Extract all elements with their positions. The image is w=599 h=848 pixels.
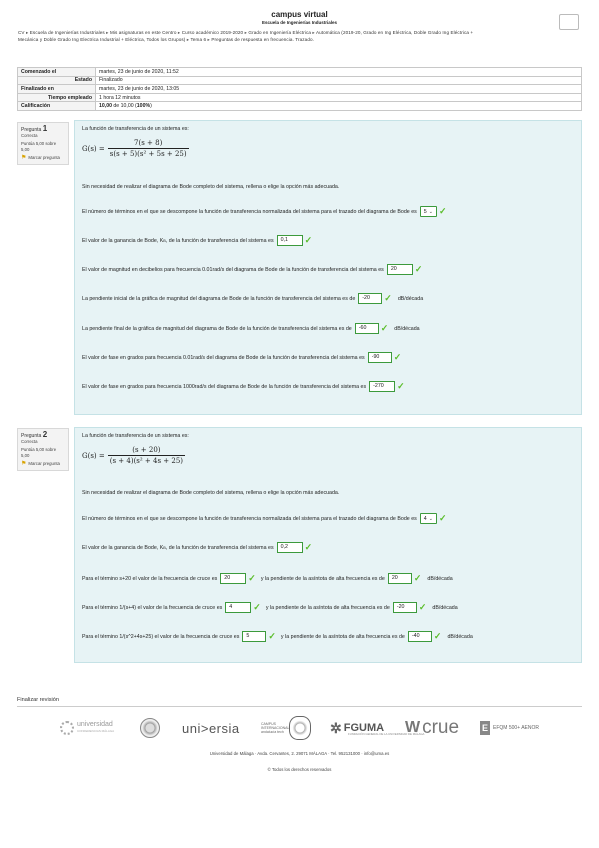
universidad-logo[interactable] (60, 714, 114, 742)
question-number (21, 432, 65, 439)
crue-logo[interactable] (405, 714, 459, 742)
summary-label: Estado (18, 76, 96, 85)
universia-logo[interactable]: uni>ersia (182, 720, 240, 736)
breadcrumb-separator-icon: ▸ (243, 30, 249, 35)
answer-input[interactable]: -90 (368, 352, 392, 363)
footer-address: Universidad de Málaga · Avda. Cervantes, 2. 29071 MÁLAGA · Tel. 952131000 · info@uma.es (209, 751, 390, 756)
unit-label: dB/década (447, 633, 473, 640)
check-icon: ✓ (413, 573, 422, 583)
item-text: El número de términos en el que se descompone la función de transferencia normalizada del sistema para el trazado del diagrama de Bode es (82, 515, 417, 522)
answer-input[interactable]: 0,2 (277, 542, 303, 553)
check-icon: ✓ (433, 631, 442, 641)
unit-label: dB/década (432, 604, 458, 611)
question-score: Puntúa 5,00 sobre 5,00 (21, 141, 57, 152)
flag-icon: ⚑ (21, 461, 27, 467)
summary-value: Finalizado (96, 76, 582, 85)
star-icon: ✲ (330, 719, 342, 736)
question-item (82, 631, 473, 642)
tf-numerator: 7(s + 8) (134, 139, 163, 147)
breadcrumb-item[interactable]: Automática (2019-20, Grado en Ing Eléctrica, Doble Grado Ing Eléctrica + Mecánica y Doble Grado Ing Electrica Industrial + Eléctrica, Todos los Grupos) (18, 30, 474, 42)
crue-w-icon: W (405, 719, 421, 736)
item-text: Para el término s+20 el valor de la frecuencia de cruce es (82, 575, 218, 582)
grade-total: de 10,00 ( (111, 103, 137, 110)
item-text: y la pendiente de la asíntota de alta frecuencia es de (280, 633, 405, 640)
universidad-logo-sub: CONFERENCIAS MÁLAGA (77, 729, 115, 733)
site-subtitle: Escuela de Ingenierías Industriales (261, 20, 338, 25)
check-icon: ✓ (253, 602, 261, 612)
check-icon: ✓ (380, 323, 389, 333)
flag-question-button[interactable] (21, 155, 65, 161)
answer-input[interactable]: -40 (408, 631, 432, 642)
select-value: 4 (423, 515, 427, 522)
check-icon: ✓ (304, 235, 313, 245)
item-text: y la pendiente de la asíntota de alta frecuencia es de (260, 575, 385, 582)
check-icon: ✓ (414, 264, 423, 274)
breadcrumb-item[interactable]: Curso académico 2019-2020 (181, 30, 244, 35)
question-status: Correcta (21, 439, 38, 444)
breadcrumb-separator-icon: ▸ (176, 30, 182, 35)
flag-icon: ⚑ (21, 155, 27, 161)
question-status: Correcta (21, 133, 38, 138)
tf-lhs: G(s) = (82, 144, 105, 153)
question-item (82, 235, 312, 246)
fguma-text: FGUMA (343, 722, 385, 734)
check-icon: ✓ (248, 573, 256, 583)
crue-text: crue (422, 717, 460, 738)
question-instruction: Sin necesidad de realizar el diagrama de Bode completo del sistema, rellena o elige la opción más adecuada. (82, 184, 340, 190)
seal-icon (140, 718, 160, 738)
question-info (17, 428, 69, 471)
finish-review-link[interactable]: Finalizar revisión (17, 697, 59, 703)
check-icon: ✓ (268, 631, 276, 641)
summary-value: martes, 23 de junio de 2020, 11:52 (96, 68, 582, 77)
check-icon: ✓ (418, 602, 427, 612)
breadcrumb (18, 29, 488, 43)
chevron-down-icon: ⌄ (428, 515, 433, 522)
item-text: Para el término 1/(s^2+4s+25) el valor de la frecuencia de cruce es (82, 633, 240, 640)
check-icon: ✓ (438, 206, 447, 216)
summary-row-time (18, 93, 582, 102)
answer-input[interactable]: 20 (220, 573, 246, 584)
university-seal-logo[interactable] (140, 714, 160, 742)
question-item (82, 293, 423, 304)
fguma-logo[interactable] (330, 714, 425, 742)
answer-input[interactable]: 20 (388, 573, 412, 584)
question-instruction: Sin necesidad de realizar el diagrama de Bode completo del sistema, rellena o elige la opción más adecuada. (82, 490, 340, 496)
item-text: El valor de magnitud en decibelios para frecuencia 0.01rad/s del diagrama de Bode de la función de transferencia del sistema es (82, 266, 384, 273)
question-score: Puntúa 5,00 sobre 5,00 (21, 447, 57, 458)
answer-input[interactable]: -60 (355, 323, 379, 334)
flag-label: Marcar pregunta (28, 155, 60, 160)
question-item (82, 264, 422, 275)
answer-select[interactable] (420, 513, 437, 524)
item-text: El valor de la ganancia de Bode, K (82, 544, 164, 551)
grade-close: ) (150, 103, 152, 110)
universidad-logo-icon (60, 721, 74, 735)
fguma-subtext: FUNDACIÓN GENERAL DE LA UNIVERSIDAD DE MÁLAGA (348, 732, 425, 736)
summary-label: Finalizado en (18, 85, 96, 94)
item-text: El número de términos en el que se descompone la función de transferencia normalizada del sistema para el trazado del diagrama de Bode es (82, 208, 417, 215)
summary-label: Comenzado el (18, 68, 96, 77)
answer-input[interactable]: -270 (369, 381, 395, 392)
summary-row-started (18, 68, 582, 77)
flag-label: Marcar pregunta (28, 461, 60, 466)
breadcrumb-item[interactable]: Preguntas de respuesta en frecuencia. Trazado. (211, 37, 315, 42)
question-intro: La función de transferencia de un sistema es: (82, 126, 189, 132)
tf-numerator: (s + 20) (132, 446, 161, 454)
attempt-summary-table (17, 67, 582, 111)
question-item (82, 381, 405, 392)
item-text: y la pendiente de la asíntota de alta frecuencia es de (265, 604, 390, 611)
tf-denominator: s(s + 5)(s² + 5s + 25) (109, 150, 187, 158)
efqm-e-icon: E (481, 723, 488, 733)
question-item (82, 323, 420, 334)
question-number-value: 2 (42, 430, 48, 439)
question-item (82, 573, 453, 584)
answer-input[interactable]: 5 (242, 631, 266, 642)
summary-value (96, 102, 582, 111)
footer-copyright: © Todos los derechos reservados (267, 767, 332, 772)
tf-denominator: (s + 4)(s² + 4s + 25) (109, 457, 184, 465)
breadcrumb-item[interactable]: Grado en Ingeniería Eléctrica (248, 30, 312, 35)
campus-line-1: CAMPUS (261, 722, 276, 726)
universidad-logo-text: universidad (77, 721, 113, 728)
breadcrumb-item[interactable]: Escuela de Ingenierías Industriales (29, 30, 105, 35)
breadcrumb-separator-icon: ▸ (311, 30, 316, 35)
answer-input[interactable]: 4 (225, 602, 251, 613)
question-number (21, 126, 65, 133)
check-icon: ✓ (393, 352, 402, 362)
summary-label: Tiempo empleado (18, 93, 96, 102)
breadcrumb-item[interactable]: Mis asignaturas en este Centro (109, 30, 177, 35)
breadcrumb-item[interactable]: Tema 6 (190, 37, 207, 42)
campus-internacional-logo[interactable] (261, 714, 289, 742)
item-text: El valor de fase en grados para frecuencia 0.01rad/s del diagrama de Bode de la función de transferencia del sistema es (82, 354, 365, 361)
check-icon: ✓ (304, 542, 313, 552)
question-item (82, 602, 458, 613)
answer-input[interactable]: -20 (358, 293, 382, 304)
breadcrumb-item[interactable]: CV (18, 30, 25, 35)
item-text-2: , de la función de transferencia del sistema es (165, 237, 274, 244)
item-subscript: B (163, 238, 166, 243)
campus-line-3: andalucía tech (261, 730, 284, 734)
select-value: 5 (423, 208, 427, 215)
summary-label: Calificación (18, 102, 96, 111)
answer-select[interactable] (420, 206, 437, 217)
question-label: Pregunta (21, 127, 42, 133)
efqm-text: EFQM 500+ AENOR (493, 725, 539, 731)
site-header (0, 10, 599, 25)
item-text: El valor de fase en grados para frecuencia 1000rad/s del diagrama de Bode de la función de transferencia del sistema es (82, 383, 367, 390)
question-content (74, 120, 582, 415)
question-content (74, 427, 582, 663)
breadcrumb-separator-icon: ▸ (24, 30, 30, 35)
site-title: campus virtual (271, 10, 328, 19)
breadcrumb-separator-icon: ▸ (185, 37, 191, 42)
item-text-2: , de la función de transferencia del sistema es (165, 544, 274, 551)
answer-input[interactable]: 20 (387, 264, 413, 275)
transfer-function (82, 446, 185, 465)
breadcrumb-separator-icon: ▸ (206, 37, 212, 42)
item-text: El valor de la ganancia de Bode, K (82, 237, 164, 244)
question-intro: La función de transferencia de un sistema es: (82, 433, 189, 439)
user-menu-button[interactable] (559, 14, 579, 30)
tf-lhs: G(s) = (82, 451, 105, 460)
efqm-logo[interactable] (480, 714, 539, 742)
chevron-down-icon: ⌄ (428, 208, 433, 215)
tf-fraction (108, 446, 185, 465)
question-label: Pregunta (21, 433, 42, 439)
crest-icon (289, 716, 311, 740)
answer-input[interactable]: 0,1 (277, 235, 303, 246)
campus-line-2: INTERNACIONAL (261, 726, 290, 730)
unit-label: dB/década (394, 325, 420, 332)
item-subscript: B (163, 545, 166, 550)
item-text: La pendiente final de la gráfica de magnitud del diagrama de Bode de la función de transferencia del sistema es de (82, 325, 352, 332)
grade-value: 10,00 (99, 103, 112, 110)
footer-logos (60, 714, 550, 742)
check-icon: ✓ (384, 293, 392, 303)
item-text: Para el término 1/(s+4) el valor de la frecuencia de cruce es (82, 604, 223, 611)
check-icon: ✓ (397, 381, 405, 391)
question-item (82, 352, 401, 363)
summary-value: 1 hora 12 minutos (96, 93, 582, 102)
flag-question-button[interactable] (21, 461, 65, 467)
question-item (82, 513, 447, 524)
footer-divider (17, 706, 582, 707)
question-number-value: 1 (42, 124, 48, 133)
grade-percent: 100% (136, 103, 151, 110)
summary-row-grade (18, 102, 582, 111)
answer-input[interactable]: -20 (393, 602, 417, 613)
transfer-function (82, 139, 189, 158)
summary-row-state (18, 76, 582, 85)
question-item (82, 542, 312, 553)
check-icon: ✓ (438, 513, 447, 523)
question-info (17, 122, 69, 165)
summary-row-finished (18, 85, 582, 94)
unit-label: dB/década (397, 295, 424, 302)
tf-fraction (108, 139, 189, 158)
question-item (82, 206, 447, 217)
crest-logo[interactable] (289, 714, 311, 742)
unit-label: dB/década (427, 575, 453, 582)
summary-value: martes, 23 de junio de 2020, 13:05 (96, 85, 582, 94)
breadcrumb-separator-icon: ▸ (104, 30, 110, 35)
item-text: La pendiente inicial de la gráfica de magnitud del diagrama de Bode de la función de transferencia del sistema es de (82, 295, 356, 302)
